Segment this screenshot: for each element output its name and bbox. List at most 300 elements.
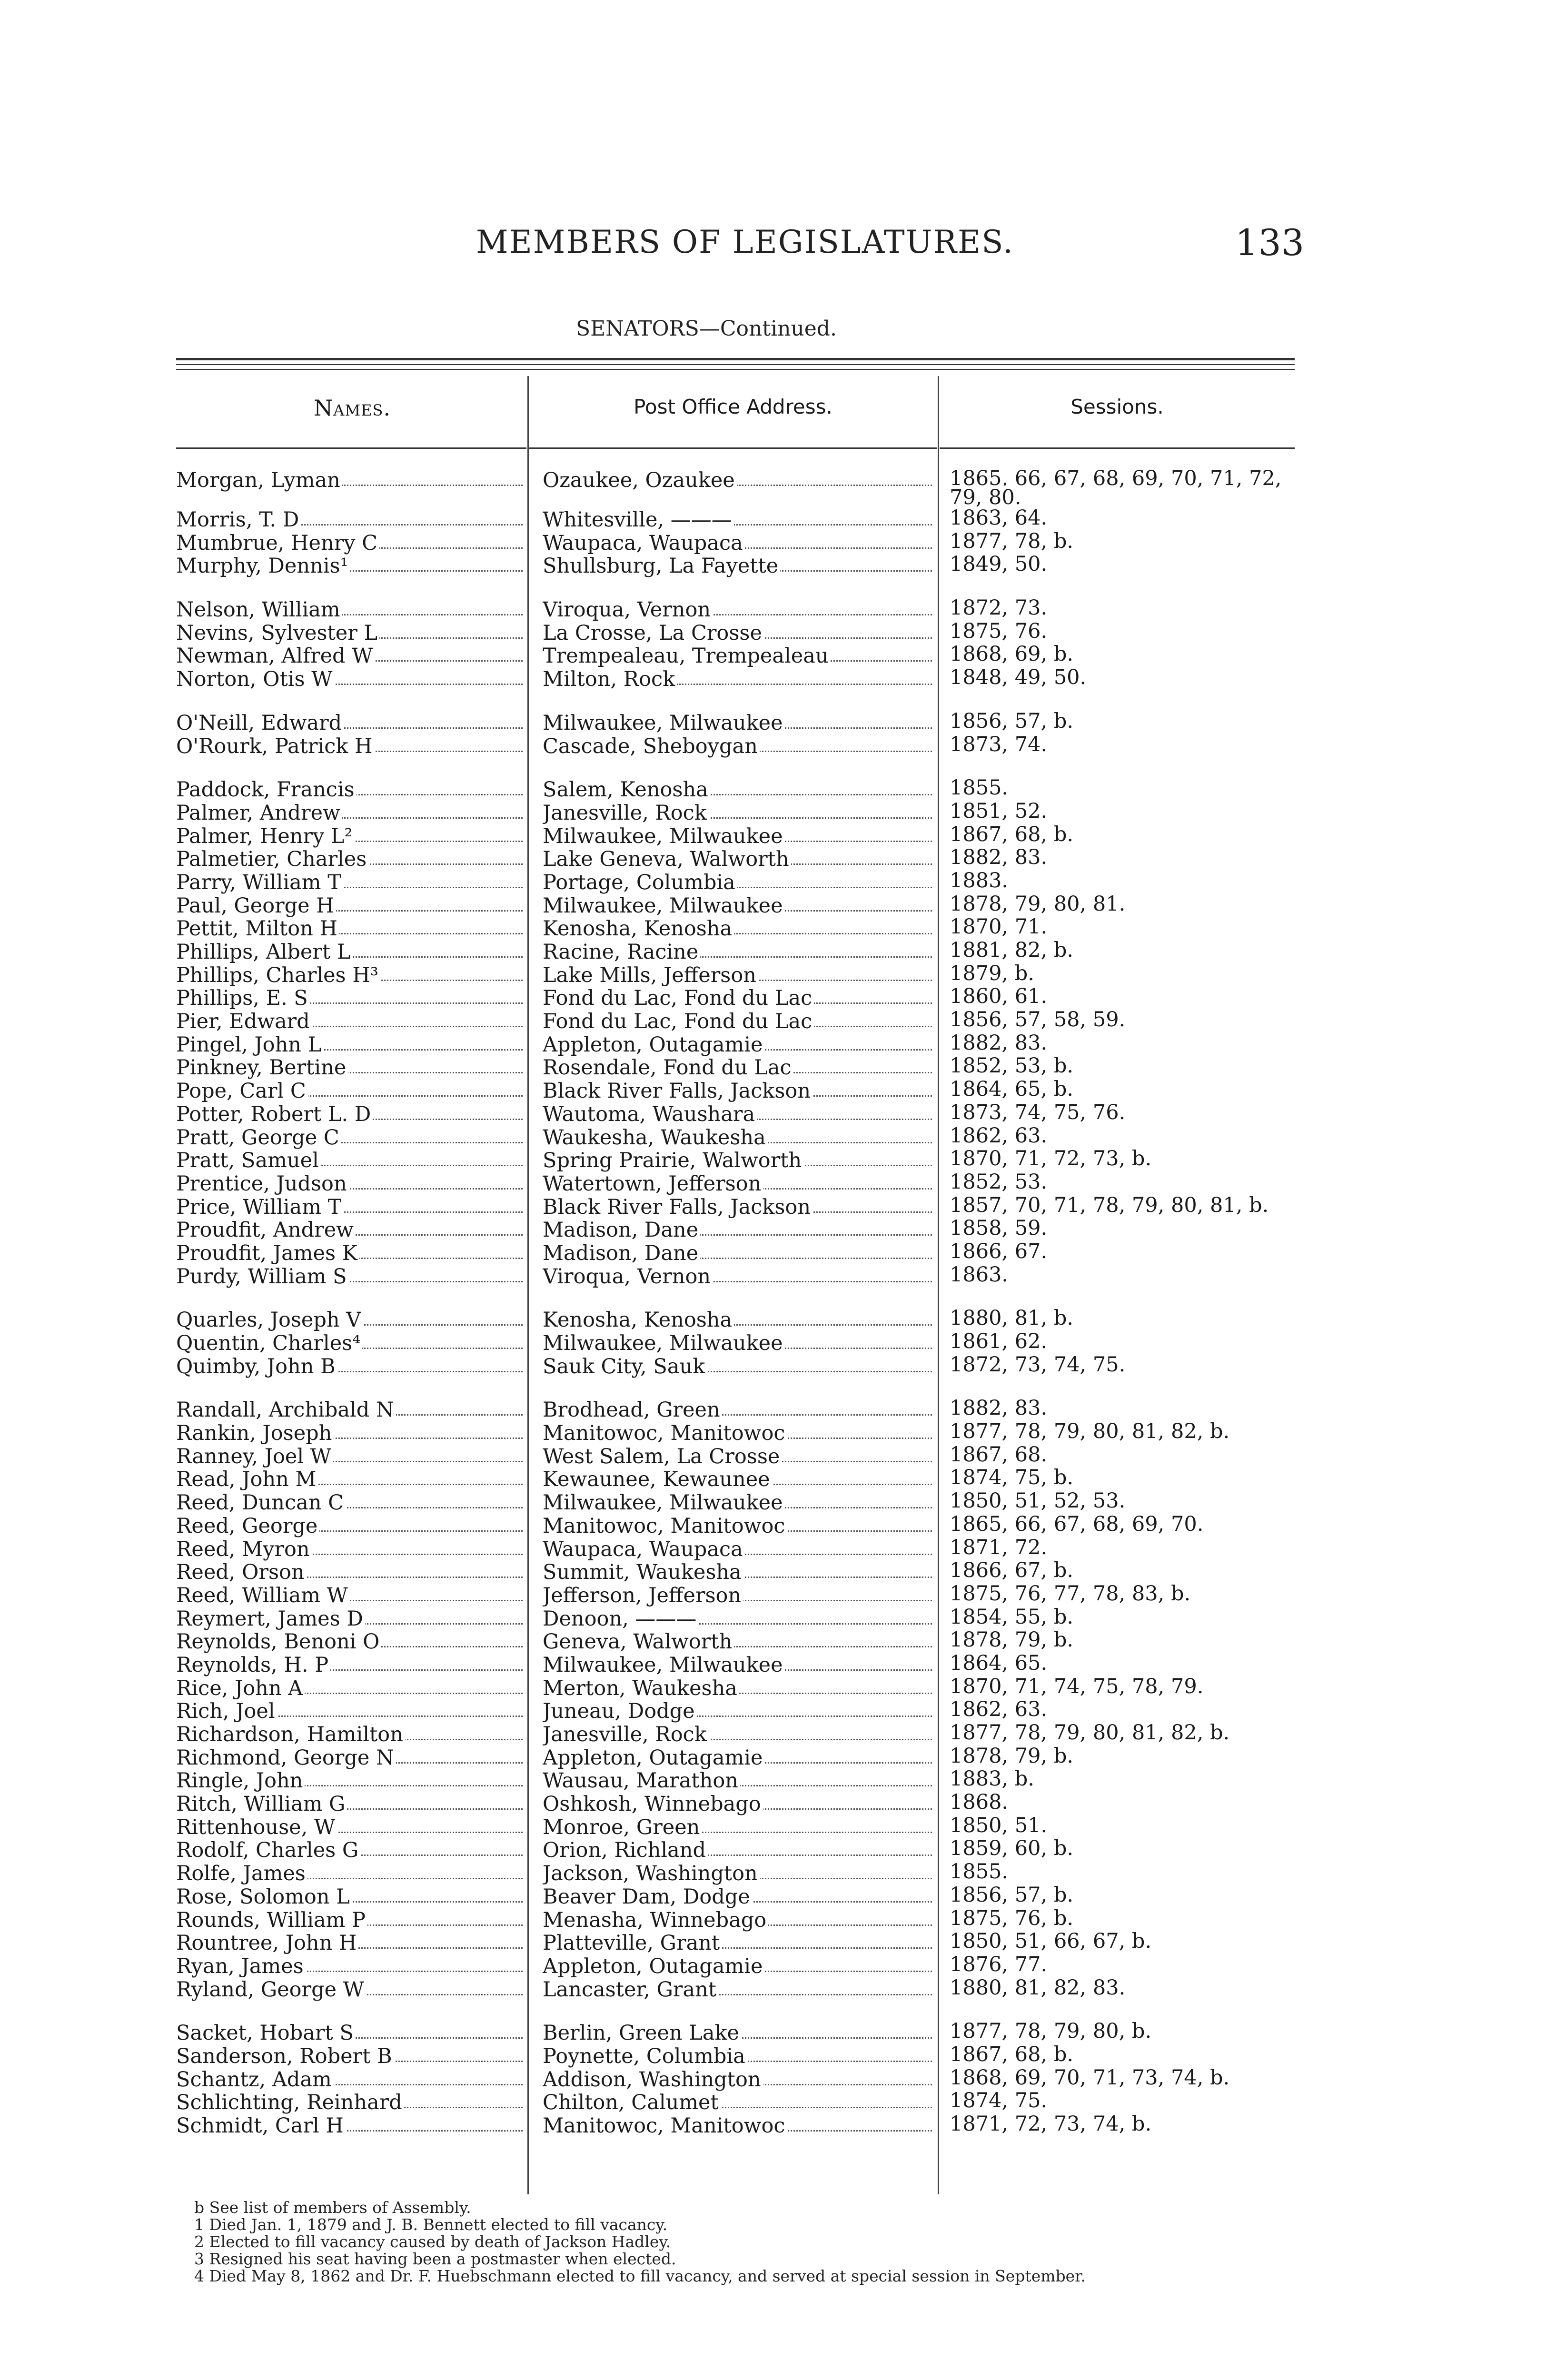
sessions: 1882, 83. — [950, 1033, 1049, 1052]
post-office-address-cell — [543, 1816, 932, 1839]
senator-name: Rodolf, Charles G — [176, 1839, 360, 1862]
post-office-address: Poynette, Columbia — [543, 2045, 747, 2068]
senator-name-cell — [176, 1677, 523, 1700]
table-row — [0, 1196, 1546, 1219]
sessions: 1876, 77. — [950, 1955, 1049, 1974]
sessions: 1872, 73, 74, 75. — [950, 1355, 1127, 1374]
post-office-address-cell — [543, 941, 932, 963]
sessions: 1854, 55, b. — [950, 1607, 1075, 1626]
post-office-address-cell — [543, 1561, 932, 1584]
post-office-address-cell — [543, 1630, 932, 1653]
sessions-cell — [950, 1885, 1292, 1904]
senator-name-cell — [176, 1932, 523, 1954]
table-row — [0, 555, 1546, 578]
sessions: 1870, 71, 72, 73, b. — [950, 1149, 1153, 1168]
sessions: 1871, 72, 73, 74, b. — [950, 2114, 1153, 2133]
senator-name: Pratt, Samuel — [176, 1149, 321, 1172]
senator-name: Sacket, Hobart S — [176, 2022, 356, 2044]
table-row — [0, 1654, 1546, 1677]
table-row — [0, 1816, 1546, 1839]
sessions: 1873, 74. — [950, 735, 1049, 754]
sessions: 1871, 72. — [950, 1538, 1049, 1557]
post-office-address: Kewaunee, Kewaunee — [543, 1468, 772, 1491]
table-row — [0, 1491, 1546, 1515]
senator-name: Reed, Duncan C — [176, 1491, 346, 1514]
table-row — [0, 1909, 1546, 1932]
senator-name: Palmer, Henry L² — [176, 825, 355, 848]
senator-name: Randall, Archibald N — [176, 1398, 396, 1421]
post-office-address: Beaver Dam, Dodge — [543, 1885, 752, 1908]
sessions: 1878, 79, 80, 81. — [950, 894, 1127, 913]
table-row — [0, 2114, 1546, 2138]
sessions: 1883, b. — [950, 1769, 1036, 1788]
post-office-address: Black River Falls, Jackson — [543, 1080, 813, 1102]
post-office-address-cell — [543, 508, 932, 531]
sessions-cell — [950, 871, 1292, 890]
post-office-address: Kenosha, Kenosha — [543, 1309, 734, 1331]
sessions-cell — [950, 1955, 1292, 1974]
senator-name: O'Rourk, Patrick H — [176, 735, 375, 758]
senator-name-cell — [176, 871, 523, 894]
senator-name-cell — [176, 1010, 523, 1033]
post-office-address-cell — [543, 964, 932, 987]
sessions-cell — [950, 1332, 1292, 1351]
sessions: 1877, 78, 79, 80, 81, 82, b. — [950, 1723, 1231, 1742]
sessions: 1864, 65, b. — [950, 1080, 1075, 1099]
sessions-cell — [950, 1056, 1292, 1075]
senator-name: Paddock, Francis — [176, 778, 357, 801]
post-office-address: Berlin, Green Lake — [543, 2022, 741, 2044]
table-row — [0, 1723, 1546, 1746]
sessions: 1867, 68, b. — [950, 825, 1075, 844]
post-office-address-cell — [543, 735, 932, 758]
senator-name-cell — [176, 1103, 523, 1126]
senator-name-cell — [176, 1561, 523, 1584]
senator-name-cell — [176, 1700, 523, 1723]
sessions: 1850, 51, 52, 53. — [950, 1491, 1127, 1510]
senator-name-cell — [176, 1149, 523, 1172]
sessions-cell — [950, 1607, 1292, 1626]
senator-name-cell — [176, 917, 523, 940]
post-office-address-cell — [543, 1538, 932, 1561]
senator-name-cell — [176, 1422, 523, 1445]
sessions: 1850, 51. — [950, 1816, 1049, 1835]
post-office-address-cell — [543, 1126, 932, 1149]
column-header-post-office: Post Office Address. — [634, 395, 832, 418]
column-header-names: Names. — [313, 395, 391, 421]
post-office-address-cell — [543, 1196, 932, 1219]
post-office-address-cell — [543, 894, 932, 917]
post-office-address: Appleton, Outagamie — [543, 1033, 765, 1056]
table-row — [0, 1561, 1546, 1584]
senator-name: Proudfit, Andrew — [176, 1219, 356, 1241]
sessions: 1866, 67, b. — [950, 1561, 1075, 1580]
post-office-address: Shullsburg, La Fayette — [543, 555, 780, 577]
senator-name-cell — [176, 1654, 523, 1676]
senator-name: Norton, Otis W — [176, 668, 334, 691]
senator-name: Schmidt, Carl H — [176, 2114, 346, 2137]
sessions-cell — [950, 1468, 1292, 1487]
sessions-cell — [950, 1515, 1292, 1534]
sessions-cell — [950, 1219, 1292, 1238]
post-office-address-cell — [543, 1723, 932, 1746]
post-office-address-cell — [543, 1309, 932, 1331]
table-row — [0, 964, 1546, 987]
senator-name: Nelson, William — [176, 598, 342, 621]
senator-name: Rice, John A — [176, 1677, 305, 1700]
sessions-cell — [950, 622, 1292, 641]
sessions: 1856, 57, b. — [950, 712, 1075, 731]
table-row — [0, 622, 1546, 645]
post-office-address: Janesville, Rock — [543, 1723, 709, 1746]
senator-name: Parry, William T — [176, 871, 343, 894]
post-office-address-cell — [543, 1219, 932, 1241]
post-office-address: Watertown, Jefferson — [543, 1172, 763, 1195]
sessions-cell — [950, 1816, 1292, 1835]
senator-name: Rittenhouse, W — [176, 1816, 337, 1839]
sessions: 1882, 83. — [950, 848, 1049, 867]
sessions-cell — [950, 1080, 1292, 1099]
sessions-cell — [950, 1103, 1292, 1122]
senator-name: Palmetier, Charles — [176, 848, 368, 871]
sessions-cell — [950, 2114, 1292, 2133]
post-office-address: Menasha, Winnebago — [543, 1909, 768, 1932]
footnote: 1 Died Jan. 1, 1879 and J. B. Bennett elected to fill vacancy. — [194, 2215, 668, 2234]
sessions: 1865, 66, 67, 68, 69, 70, 71, 72, 79, 80. — [950, 469, 1281, 507]
sessions-cell — [950, 1630, 1292, 1649]
sessions: 1872, 73. — [950, 598, 1049, 617]
sessions-cell — [950, 469, 1292, 507]
sessions-cell — [950, 1033, 1292, 1052]
senator-name: Pettit, Milton H — [176, 917, 339, 940]
sessions-cell — [950, 894, 1292, 913]
senator-name-cell — [176, 622, 523, 645]
post-office-address-cell — [543, 1010, 932, 1033]
section-title: SENATORS—Continued. — [576, 317, 837, 341]
table-row — [0, 1309, 1546, 1332]
sessions-cell — [950, 825, 1292, 844]
post-office-address: Milwaukee, Milwaukee — [543, 1491, 785, 1514]
table-top-rule-thin-2 — [176, 369, 1295, 370]
senator-name: Quentin, Charles⁴ — [176, 1332, 362, 1355]
post-office-address: Denoon, ——— — [543, 1607, 698, 1630]
table-row — [0, 2022, 1546, 2045]
table-row — [0, 1103, 1546, 1126]
post-office-address-cell — [543, 1033, 932, 1056]
senator-name-cell — [176, 1309, 523, 1331]
senator-name-cell — [176, 1491, 523, 1514]
sessions-cell — [950, 964, 1292, 983]
sessions: 1880, 81, 82, 83. — [950, 1978, 1127, 1997]
post-office-address-cell — [543, 1422, 932, 1445]
sessions: 1881, 82, b. — [950, 941, 1075, 960]
post-office-address-cell — [543, 622, 932, 645]
sessions: 1855. — [950, 778, 1010, 797]
table-row — [0, 645, 1546, 668]
senator-name: Murphy, Dennis¹ — [176, 555, 350, 577]
post-office-address: Waupaca, Waupaca — [543, 1538, 745, 1561]
sessions-cell — [950, 917, 1292, 936]
sessions: 1873, 74, 75, 76. — [950, 1103, 1127, 1122]
post-office-address-cell — [543, 532, 932, 555]
senator-name: Rounds, William P — [176, 1909, 367, 1932]
post-office-address-cell — [543, 802, 932, 824]
post-office-address-cell — [543, 1909, 932, 1932]
post-office-address-cell — [543, 2045, 932, 2068]
post-office-address: Madison, Dane — [543, 1242, 700, 1265]
senator-name: Reynolds, Benoni O — [176, 1630, 381, 1653]
sessions: 1870, 71. — [950, 917, 1049, 936]
senator-name: Morris, T. D — [176, 508, 301, 531]
sessions-cell — [950, 645, 1292, 664]
post-office-address-cell — [543, 871, 932, 894]
table-row — [0, 1355, 1546, 1378]
sessions-cell — [950, 668, 1292, 687]
sessions: 1877, 78, b. — [950, 532, 1075, 551]
sessions-cell — [950, 1265, 1292, 1284]
senator-name: Proudfit, James K — [176, 1242, 359, 1265]
senator-name-cell — [176, 712, 523, 734]
senator-name-cell — [176, 987, 523, 1010]
senator-name: O'Neill, Edward — [176, 712, 344, 734]
post-office-address: Salem, Kenosha — [543, 778, 710, 801]
post-office-address-cell — [543, 848, 932, 871]
sessions: 1877, 78, 79, 80, 81, 82, b. — [950, 1422, 1231, 1441]
footnote: 4 Died May 8, 1862 and Dr. F. Huebschmann elected to fill vacancy, and served at special session in September. — [194, 2267, 1086, 2285]
post-office-address-cell — [543, 1932, 932, 1954]
table-row — [0, 1793, 1546, 1816]
post-office-address: Rosendale, Fond du Lac — [543, 1056, 793, 1079]
senator-name-cell — [176, 2068, 523, 2091]
table-row — [0, 871, 1546, 894]
senator-name: Paul, George H — [176, 894, 336, 917]
sessions-cell — [950, 941, 1292, 960]
senator-name-cell — [176, 1746, 523, 1769]
senator-name-cell — [176, 1080, 523, 1102]
table-row — [0, 1862, 1546, 1885]
senator-name-cell — [176, 532, 523, 555]
post-office-address: Viroqua, Vernon — [543, 598, 713, 621]
post-office-address: Fond du Lac, Fond du Lac — [543, 987, 814, 1010]
header-rule-names — [176, 447, 526, 449]
footnote: 2 Elected to fill vacancy caused by death of Jackson Hadley. — [194, 2232, 671, 2251]
sessions-cell — [950, 1746, 1292, 1765]
sessions: 1878, 79, b. — [950, 1630, 1075, 1649]
sessions: 1870, 71, 74, 75, 78, 79. — [950, 1677, 1205, 1696]
table-row — [0, 508, 1546, 532]
post-office-address-cell — [543, 778, 932, 801]
senator-name-cell — [176, 1196, 523, 1219]
senator-name: Sanderson, Robert B — [176, 2045, 394, 2068]
sessions-cell — [950, 1309, 1292, 1328]
senator-name: Rolfe, James — [176, 1862, 307, 1885]
sessions: 1862, 63. — [950, 1126, 1049, 1145]
page-number: 133 — [1235, 221, 1305, 264]
table-top-rule-thin — [176, 364, 1295, 365]
sessions: 1874, 75, b. — [950, 1468, 1075, 1487]
sessions-cell — [950, 735, 1292, 754]
table-row — [0, 1468, 1546, 1491]
sessions: 1861, 62. — [950, 1332, 1049, 1351]
sessions: 1865, 66, 67, 68, 69, 70. — [950, 1515, 1205, 1534]
sessions-cell — [950, 1242, 1292, 1261]
post-office-address: Ozaukee, Ozaukee — [543, 469, 737, 492]
post-office-address-cell — [543, 1885, 932, 1908]
post-office-address-cell — [543, 1355, 932, 1378]
sessions: 1874, 75. — [950, 2091, 1049, 2110]
sessions-cell — [950, 1422, 1292, 1441]
senator-name-cell — [176, 735, 523, 758]
senator-name-cell — [176, 469, 523, 492]
senator-name-cell — [176, 1839, 523, 1862]
senator-name-cell — [176, 1515, 523, 1537]
post-office-address-cell — [543, 712, 932, 734]
post-office-address: Racine, Racine — [543, 941, 700, 963]
table-row — [0, 1515, 1546, 1538]
table-row — [0, 1932, 1546, 1955]
sessions-cell — [950, 598, 1292, 617]
senator-name: Rich, Joel — [176, 1700, 277, 1723]
senator-name-cell — [176, 1607, 523, 1630]
table-row — [0, 1885, 1546, 1909]
senator-name: Read, John M — [176, 1468, 318, 1491]
post-office-address-cell — [543, 987, 932, 1010]
senator-name-cell — [176, 1332, 523, 1355]
senator-name-cell — [176, 1355, 523, 1378]
sessions: 1863. — [950, 1265, 1010, 1284]
post-office-address: La Crosse, La Crosse — [543, 622, 764, 645]
table-row — [0, 917, 1546, 941]
table-row — [0, 1978, 1546, 2002]
table-row — [0, 1219, 1546, 1242]
post-office-address: Madison, Dane — [543, 1219, 700, 1241]
table-row — [0, 1422, 1546, 1445]
table-row — [0, 1033, 1546, 1057]
senator-name: Reed, Orson — [176, 1561, 307, 1584]
senator-name: Mumbrue, Henry C — [176, 532, 379, 555]
senator-name: Pinkney, Bertine — [176, 1056, 348, 1079]
sessions-cell — [950, 1172, 1292, 1191]
senator-name: Rankin, Joseph — [176, 1422, 334, 1445]
senator-name-cell — [176, 1172, 523, 1195]
senator-name-cell — [176, 508, 523, 531]
post-office-address: Summit, Waukesha — [543, 1561, 743, 1584]
senator-name-cell — [176, 1793, 523, 1815]
post-office-address: Milwaukee, Milwaukee — [543, 825, 785, 848]
senator-name: Reed, George — [176, 1515, 319, 1537]
table-row — [0, 1769, 1546, 1793]
table-row — [0, 1172, 1546, 1196]
senator-name: Newman, Alfred W — [176, 645, 375, 667]
table-row — [0, 848, 1546, 871]
table-row — [0, 1126, 1546, 1150]
footnotes — [194, 2199, 1337, 2285]
sessions: 1852, 53, b. — [950, 1056, 1075, 1075]
table-row — [0, 1955, 1546, 1978]
senator-name: Phillips, Charles H³ — [176, 964, 380, 987]
post-office-address-cell — [543, 1445, 932, 1468]
table-row — [0, 1746, 1546, 1770]
page-title: MEMBERS OF LEGISLATURES. — [476, 224, 1014, 260]
sessions: 1859, 60, b. — [950, 1839, 1075, 1858]
senator-name: Schantz, Adam — [176, 2068, 334, 2091]
senator-name-cell — [176, 848, 523, 871]
table-row — [0, 1265, 1546, 1289]
post-office-address-cell — [543, 1398, 932, 1421]
senator-name-cell — [176, 1445, 523, 1468]
post-office-address: Appleton, Outagamie — [543, 1955, 765, 1978]
post-office-address: Addison, Washington — [543, 2068, 763, 2091]
post-office-address-cell — [543, 1491, 932, 1514]
senator-name-cell — [176, 1468, 523, 1491]
post-office-address-cell — [543, 645, 932, 667]
sessions-cell — [950, 1445, 1292, 1464]
post-office-address: Jackson, Washington — [543, 1862, 760, 1885]
sessions-cell — [950, 2091, 1292, 2110]
senator-name-cell — [176, 1584, 523, 1607]
sessions-cell — [950, 1839, 1292, 1858]
senator-name-cell — [176, 555, 523, 577]
post-office-address-cell — [543, 1080, 932, 1102]
post-office-address: Fond du Lac, Fond du Lac — [543, 1010, 814, 1033]
senator-name-cell — [176, 1242, 523, 1265]
table-row — [0, 1677, 1546, 1700]
senator-name-cell — [176, 2114, 523, 2137]
post-office-address: Monroe, Green — [543, 1816, 702, 1839]
post-office-address-cell — [543, 1265, 932, 1288]
table-row — [0, 1630, 1546, 1654]
senator-name-cell — [176, 802, 523, 824]
post-office-address-cell — [543, 1793, 932, 1815]
sessions-cell — [950, 1769, 1292, 1788]
post-office-address: Manitowoc, Manitowoc — [543, 1422, 787, 1445]
sessions-cell — [950, 987, 1292, 1006]
table-row — [0, 1839, 1546, 1862]
senator-name-cell — [176, 941, 523, 963]
post-office-address: Kenosha, Kenosha — [543, 917, 734, 940]
sessions: 1875, 76. — [950, 622, 1049, 641]
senator-name: Prentice, Judson — [176, 1172, 349, 1195]
post-office-address: West Salem, La Crosse — [543, 1445, 782, 1468]
post-office-address: Jefferson, Jefferson — [543, 1584, 743, 1607]
senator-name: Morgan, Lyman — [176, 469, 342, 492]
sessions: 1867, 68. — [950, 1445, 1049, 1464]
senator-name: Ritch, William G — [176, 1793, 347, 1815]
senator-name-cell — [176, 2091, 523, 2114]
post-office-address: Lake Mills, Jefferson — [543, 964, 758, 987]
senator-name: Ranney, Joel W — [176, 1445, 333, 1468]
post-office-address-cell — [543, 1700, 932, 1723]
header-rule-post-office — [529, 447, 937, 449]
senator-name-cell — [176, 894, 523, 917]
post-office-address: Viroqua, Vernon — [543, 1265, 713, 1288]
sessions-cell — [950, 1196, 1292, 1215]
post-office-address-cell — [543, 2068, 932, 2091]
senator-name: Reynolds, H. P — [176, 1654, 330, 1676]
post-office-address-cell — [543, 825, 932, 848]
table-top-rule — [176, 358, 1295, 360]
sessions: 1850, 51, 66, 67, b. — [950, 1932, 1153, 1951]
senator-name-cell — [176, 1978, 523, 2001]
senator-name: Pier, Edward — [176, 1010, 312, 1033]
sessions-cell — [950, 1538, 1292, 1557]
sessions: 1856, 57, 58, 59. — [950, 1010, 1127, 1029]
sessions-cell — [950, 1126, 1292, 1145]
sessions-cell — [950, 1723, 1292, 1742]
sessions: 1863, 64. — [950, 508, 1049, 527]
post-office-address-cell — [543, 1468, 932, 1491]
sessions: 1852, 53. — [950, 1172, 1049, 1191]
